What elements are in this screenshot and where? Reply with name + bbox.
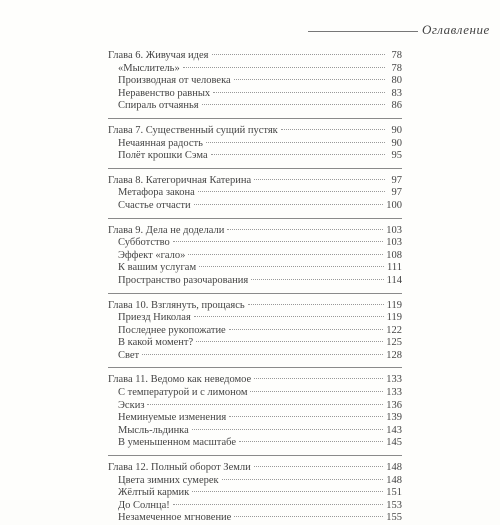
toc-section-row xyxy=(108,88,402,101)
toc-section-row xyxy=(108,138,402,151)
toc-chapter-row xyxy=(108,125,402,138)
table-of-contents xyxy=(108,50,402,525)
page-number: 80 xyxy=(391,75,402,87)
dot-leader xyxy=(248,304,384,305)
dot-leader xyxy=(213,92,385,93)
section-title: Производная от человека xyxy=(118,75,231,87)
section-title: Мысль-льдинка xyxy=(118,424,189,436)
toc-chapter-row xyxy=(108,374,402,387)
section-title: Цвета зимних сумерек xyxy=(118,474,219,486)
chapter-title: Глава 8. Категоричная Катерина xyxy=(108,174,252,186)
toc-section-row xyxy=(108,312,402,325)
toc-section-row xyxy=(108,500,402,513)
dot-leader xyxy=(229,416,383,417)
dot-leader xyxy=(173,241,383,242)
dot-leader xyxy=(211,154,385,155)
dot-leader xyxy=(254,378,383,379)
toc-section-row xyxy=(108,275,402,288)
section-title: Приезд Николая xyxy=(118,312,191,324)
page-number: 108 xyxy=(386,249,402,261)
dot-leader xyxy=(183,67,385,68)
toc-chapter xyxy=(108,168,402,213)
dot-leader xyxy=(188,254,383,255)
dot-leader xyxy=(281,129,385,130)
section-title: До Солнца! xyxy=(118,499,170,511)
page-number: 119 xyxy=(386,299,402,311)
dot-leader xyxy=(239,441,383,442)
toc-section-row xyxy=(108,325,402,338)
page-number: 90 xyxy=(391,137,402,149)
section-title: Субботство xyxy=(118,237,170,249)
section-title: Незамеченное мгновение xyxy=(118,512,232,524)
toc-chapter-row xyxy=(108,300,402,313)
page-number: 111 xyxy=(387,262,402,274)
dot-leader xyxy=(192,491,383,492)
toc-section-row xyxy=(108,437,402,450)
page-number: 78 xyxy=(391,50,402,61)
chapter-title: Глава 7. Существенный сущий пустяк xyxy=(108,124,278,136)
page-number: 155 xyxy=(386,512,402,524)
toc-section-row xyxy=(108,150,402,163)
toc-section-row xyxy=(108,200,402,213)
section-title: Пространство разочарования xyxy=(118,274,249,286)
page-number: 83 xyxy=(391,87,402,99)
header-rule xyxy=(308,31,418,32)
section-title: Жёлтый кармик xyxy=(118,487,190,499)
page-number: 128 xyxy=(386,349,402,361)
dot-leader xyxy=(212,54,385,55)
dot-leader xyxy=(194,204,384,205)
dot-leader xyxy=(254,179,385,180)
dot-leader xyxy=(173,504,383,505)
page-number: 122 xyxy=(386,324,402,336)
toc-section-row xyxy=(108,512,402,525)
chapter-divider xyxy=(108,293,402,294)
page-number: 90 xyxy=(391,124,402,136)
section-title: Эскиз xyxy=(118,399,145,411)
page-number: 78 xyxy=(391,62,402,74)
dot-leader xyxy=(250,391,383,392)
section-title: Нечаянная радость xyxy=(118,137,203,149)
chapter-title: Глава 10. Взглянуть, прощаясь xyxy=(108,299,245,311)
toc-chapter-row xyxy=(108,175,402,188)
toc-chapter xyxy=(108,455,402,525)
toc-section-row xyxy=(108,487,402,500)
chapter-divider xyxy=(108,367,402,368)
dot-leader xyxy=(222,479,384,480)
chapter-title: Глава 12. Полный оборот Земли xyxy=(108,462,251,474)
toc-chapter xyxy=(108,50,402,113)
toc-section-row xyxy=(108,63,402,76)
section-title: «Мыслитель» xyxy=(118,62,180,74)
section-title: Неравенство равных xyxy=(118,87,211,99)
dot-leader xyxy=(234,79,385,80)
section-title: Полёт крошки Сэма xyxy=(118,150,208,162)
page-number: 148 xyxy=(386,474,402,486)
page-number: 97 xyxy=(391,174,402,186)
section-title: Метафора закона xyxy=(118,187,195,199)
toc-section-row xyxy=(108,475,402,488)
toc-chapter-row xyxy=(108,462,402,475)
section-title: Спираль отчаянья xyxy=(118,100,199,112)
section-title: В уменьшенном масштабе xyxy=(118,437,236,449)
chapter-title: Глава 11. Ведомо как неведомое xyxy=(108,374,252,386)
dot-leader xyxy=(196,341,383,342)
chapter-divider xyxy=(108,455,402,456)
toc-chapter xyxy=(108,218,402,288)
section-title: Неминуемые изменения xyxy=(118,412,227,424)
toc-chapter-row xyxy=(108,225,402,238)
section-title: Последнее рукопожатие xyxy=(118,324,226,336)
dot-leader xyxy=(251,279,383,280)
toc-section-row xyxy=(108,350,402,363)
page-number: 86 xyxy=(391,100,402,112)
section-title: Эффект «гало» xyxy=(118,249,186,261)
page-number: 139 xyxy=(386,412,402,424)
page-number: 103 xyxy=(386,224,402,236)
dot-leader xyxy=(194,316,384,317)
page-number: 153 xyxy=(386,499,402,511)
page-number: 119 xyxy=(386,312,402,324)
toc-section-row xyxy=(108,262,402,275)
toc-section-row xyxy=(108,412,402,425)
page-number: 145 xyxy=(386,437,402,449)
section-title: К вашим услугам xyxy=(118,262,197,274)
toc-chapter-row xyxy=(108,50,402,63)
toc-chapter xyxy=(108,367,402,450)
section-title: В какой момент? xyxy=(118,337,194,349)
dot-leader xyxy=(206,142,385,143)
page-number: 100 xyxy=(386,199,402,211)
page-number: 133 xyxy=(386,387,402,399)
toc-section-row xyxy=(108,400,402,413)
page-number: 143 xyxy=(386,424,402,436)
toc-section-row xyxy=(108,387,402,400)
page-number: 114 xyxy=(386,274,402,286)
toc-section-row xyxy=(108,250,402,263)
toc-chapter xyxy=(108,118,402,163)
section-title: Счастье отчасти xyxy=(118,199,191,211)
page-number: 97 xyxy=(391,187,402,199)
dot-leader xyxy=(142,354,383,355)
running-header-title: Оглавление xyxy=(422,22,490,37)
dot-leader xyxy=(147,404,383,405)
toc-section-row xyxy=(108,187,402,200)
dot-leader xyxy=(229,329,384,330)
dot-leader xyxy=(227,229,383,230)
chapter-title: Глава 6. Живучая идея xyxy=(108,50,209,61)
dot-leader xyxy=(202,104,385,105)
chapter-divider xyxy=(108,118,402,119)
toc-section-row xyxy=(108,100,402,113)
page-number: 151 xyxy=(386,487,402,499)
page-number: 95 xyxy=(391,150,402,162)
page-number: 136 xyxy=(386,399,402,411)
toc-chapter xyxy=(108,293,402,363)
dot-leader xyxy=(254,466,384,467)
dot-leader xyxy=(192,429,383,430)
dot-leader xyxy=(234,516,383,517)
chapter-title: Глава 9. Дела не доделали xyxy=(108,224,225,236)
chapter-divider xyxy=(108,218,402,219)
chapter-divider xyxy=(108,168,402,169)
toc-section-row xyxy=(108,237,402,250)
toc-section-row xyxy=(108,425,402,438)
toc-section-row xyxy=(108,337,402,350)
page-number: 103 xyxy=(386,237,402,249)
page-number: 133 xyxy=(386,374,402,386)
page-number: 125 xyxy=(386,337,402,349)
dot-leader xyxy=(198,191,385,192)
dot-leader xyxy=(199,266,384,267)
section-title: Свет xyxy=(118,349,140,361)
toc-section-row xyxy=(108,75,402,88)
section-title: С температурой и с лимоном xyxy=(118,387,248,399)
page-number: 148 xyxy=(386,462,402,474)
